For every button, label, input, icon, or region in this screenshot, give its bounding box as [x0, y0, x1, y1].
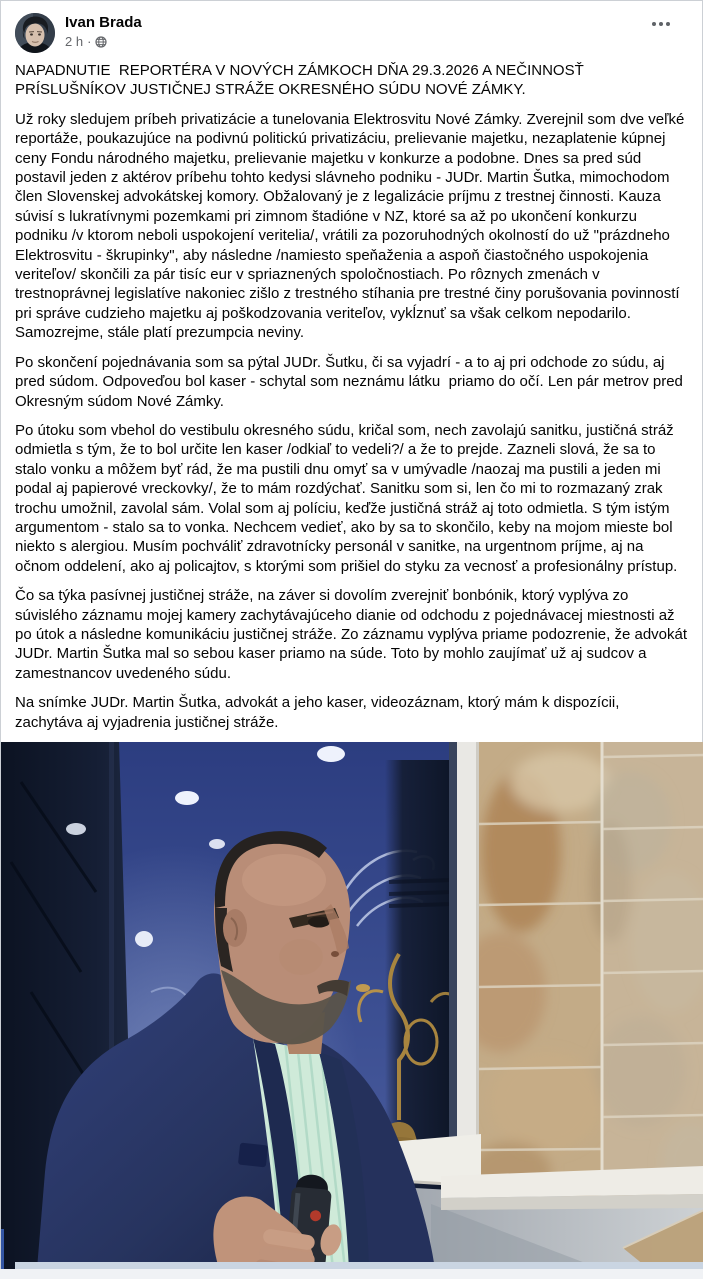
post-paragraph: Čo sa týka pasívnej justičnej stráže, na záver si dovolím zverejniť bonbónik, ktorý vyplýva zo súvislého záznamu mojej kamery zachytávajúceho dianie od odchodu z pojednávacej miestnosti až po útok a následne komunikáciu justičnej stráže. Zo záznamu vyplýva priame podozrenie, že advokát JUDr. Martin Šutka mal so sebou kaser priamo na súde. Toto by mohlo zaujímať už aj sudcov a zamestnancov uvedeného súdu. [15, 587, 692, 682]
avatar-image [15, 13, 55, 53]
globe-icon [95, 36, 107, 48]
eye [308, 917, 330, 928]
header-text [65, 13, 642, 50]
post-photo[interactable] [1, 742, 702, 1269]
post-paragraph: Na snímke JUDr. Martin Šutka, advokát a jeho kaser, videozáznam, ktorý mám k dispozícii, zachytáva aj vyjadrenia justičnej stráže. [15, 694, 624, 731]
coat-pocket [238, 1143, 268, 1168]
post-header [1, 1, 702, 59]
head [214, 831, 351, 1044]
post-paragraph: Po útoku som vbehol do vestibulu okresného súdu, kričal som, nech zavolajú sanitku, justičná stráž odmietla s tým, že to bol určite len kaser /odkiaľ to vedeli?/ a že to prejde. Zazneli slová, že sa to stalo vonku a môžem byť rád, že ma pustili dnu omyť sa v umývadle /naozaj ma pustili a jeden mi podal aj papierové vreckovky/, že to mám rozdýchať. Sanitku som si, len čo mi to rozmazaný zrak trochu umožnil, zavolal sám. Volal som aj políciu, keďže justičná stráž aj toto odmietla. S tým istým argumentom - stalo sa to vonka. Nechcem vedieť, ako by sa to skončilo, keby na mojom mieste bol niekto s alergiou. Musím pochváliť zdravotnícky personál v sanitke, na urgentnom príjme, aj na očnom oddelení, ako aj policajtov, s ktorými som prišiel do styku za vecnosť a profesionálny prístup. [15, 421, 678, 575]
post-meta[interactable] [65, 33, 642, 50]
post-paragraph: Už roky sledujem príbeh privatizácie a tunelovania Elektrosvitu Nové Zámky. Zverejnil som dve veľké reportáže, poukazujúce na podivnú politickú privatizáciu, prelievanie majetku, nezaplatenie kúpnej ceny Fondu národného majetku, prelievanie majetku v konkurze a podobne. Dnes sa pred súd postavil jeden z aktérov príbehu tohto kedysi slávneho podniku - JUDr. Martin Šutka, mimochodom člen Slovenskej advokátskej komory. Obžalovaný je z legalizácie príjmu z trestnej činnosti. Kauza súvisí s lukratívnymi pozemkami pri zimnom štadióne v NZ, ktoré sa až po ukončení konkurzu podniku /v ktorom neboli uspokojení veritelia/, vrátili za pozoruhodných okolností do už "prázdneho Elektrosvitu - škrupinky", aby následne /namiesto speňaženia a aspoň čiastočného uspokojenia veriteľov/ skončili za pár tisíc eur v spriaznených spoločnostiach. Po rôznych zmenách v trestnoprávnej legislatíve nakoniec zišlo z trestného stíhania pre trestné činy porušovania povinností pri správe cudzieho majetku aj poškodzovania veriteľov, vykĺznuť sa však celkom nepodarilo. Samozrejme, stále platí prezumpcia neviny. [15, 110, 689, 342]
ellipsis-icon [650, 17, 672, 32]
post-paragraphs [15, 110, 692, 732]
photo-canvas [1, 742, 703, 1269]
timestamp[interactable]: 2 h [65, 34, 84, 49]
stone-wall [456, 742, 703, 1204]
post-title: NAPADNUTIE REPORTÉRA V NOVÝCH ZÁMKOCH DŇA 29.3.2026 A NEČINNOSŤ PRÍSLUŠNÍKOV JUSTIČNEJ STRÁŽE OKRESNÉHO SÚDU NOVÉ ZÁMKY. [15, 62, 588, 99]
post-body-text [1, 61, 702, 732]
author-name[interactable]: Ivan Brada [65, 14, 142, 31]
ear [223, 909, 247, 947]
post-menu-button[interactable] [642, 11, 680, 37]
meta-separator: · [87, 34, 92, 49]
avatar[interactable] [15, 13, 55, 53]
post-paragraph: Po skončení pojednávania som sa pýtal JUDr. Šutku, či sa vyjadrí - a to aj pri odchode zo súdu, aj pred súdom. Odpoveďou bol kaser - schytal som neznámu látku priamo do očí. Len pár metrov pred Okresným súdom Nové Zámky. [15, 353, 688, 410]
